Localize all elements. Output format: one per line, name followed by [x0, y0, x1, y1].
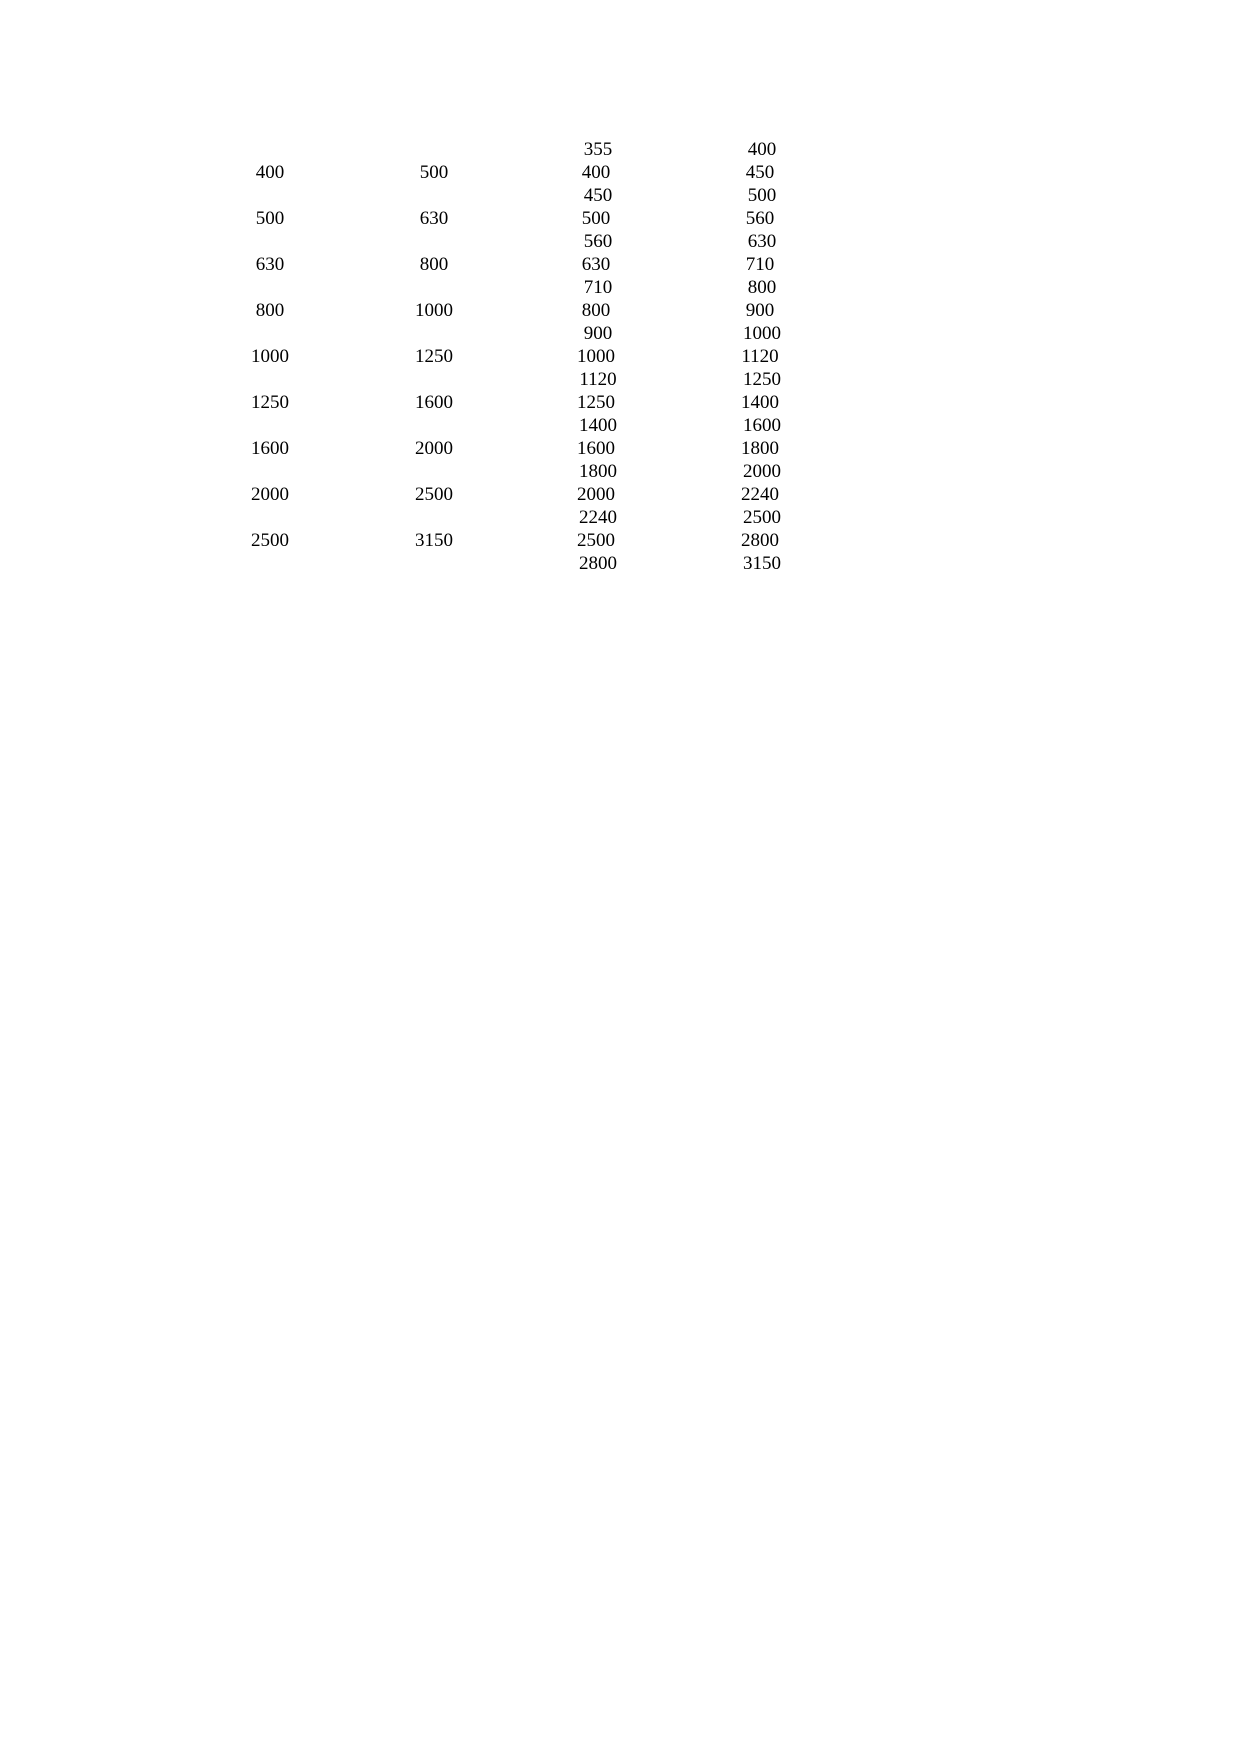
- table-cell-a: 1000: [251, 346, 289, 367]
- table-cell-d: 1000: [743, 323, 781, 344]
- table-cell-c: 560: [583, 231, 613, 252]
- table-cell-b: 2000: [415, 438, 453, 459]
- table-cell-d: 630: [747, 231, 777, 252]
- table-cell-b: 630: [419, 208, 449, 229]
- table-cell-c: 1400: [579, 415, 617, 436]
- table-cell-b: 1000: [415, 300, 453, 321]
- table-cell-c: 2000: [577, 484, 615, 505]
- table-cell-b: 3150: [415, 530, 453, 551]
- table-cell-d: 2500: [743, 507, 781, 528]
- table-cell-d: 560: [745, 208, 775, 229]
- table-cell-a: 630: [255, 254, 285, 275]
- table-cell-c: 1250: [577, 392, 615, 413]
- table-cell-c: 450: [583, 185, 613, 206]
- table-cell-a: 800: [255, 300, 285, 321]
- table-cell-c: 2800: [579, 553, 617, 574]
- table-cell-d: 500: [747, 185, 777, 206]
- table-cell-d: 1600: [743, 415, 781, 436]
- table-cell-d: 2240: [741, 484, 779, 505]
- table-cell-c: 1800: [579, 461, 617, 482]
- table-cell-b: 1600: [415, 392, 453, 413]
- table-cell-a: 1600: [251, 438, 289, 459]
- table-cell-c: 710: [583, 277, 613, 298]
- table-cell-c: 1600: [577, 438, 615, 459]
- table-cell-c: 500: [581, 208, 611, 229]
- table-cell-b: 500: [419, 162, 449, 183]
- table-cell-b: 2500: [415, 484, 453, 505]
- table-cell-d: 1120: [741, 346, 779, 367]
- table-cell-d: 2800: [741, 530, 779, 551]
- table-cell-d: 450: [745, 162, 775, 183]
- table-cell-b: 1250: [415, 346, 453, 367]
- table-cell-d: 800: [747, 277, 777, 298]
- table-cell-c: 2500: [577, 530, 615, 551]
- table-cell-c: 900: [583, 323, 613, 344]
- table-cell-a: 1250: [251, 392, 289, 413]
- table-cell-c: 2240: [579, 507, 617, 528]
- table-cell-d: 1250: [743, 369, 781, 390]
- table-cell-a: 2500: [251, 530, 289, 551]
- table-cell-d: 1800: [741, 438, 779, 459]
- table-cell-d: 2000: [743, 461, 781, 482]
- table-cell-d: 400: [747, 139, 777, 160]
- table-cell-d: 900: [745, 300, 775, 321]
- table-cell-c: 400: [581, 162, 611, 183]
- table-cell-b: 800: [419, 254, 449, 275]
- table-cell-c: 1000: [577, 346, 615, 367]
- table-cell-c: 800: [581, 300, 611, 321]
- table-cell-a: 400: [255, 162, 285, 183]
- table-cell-c: 1120: [579, 369, 617, 390]
- table-cell-d: 710: [745, 254, 775, 275]
- table-cell-a: 500: [255, 208, 285, 229]
- table-cell-c: 630: [581, 254, 611, 275]
- table-cell-c: 355: [583, 139, 613, 160]
- table-cell-d: 3150: [743, 553, 781, 574]
- table-cell-d: 1400: [741, 392, 779, 413]
- table-cell-a: 2000: [251, 484, 289, 505]
